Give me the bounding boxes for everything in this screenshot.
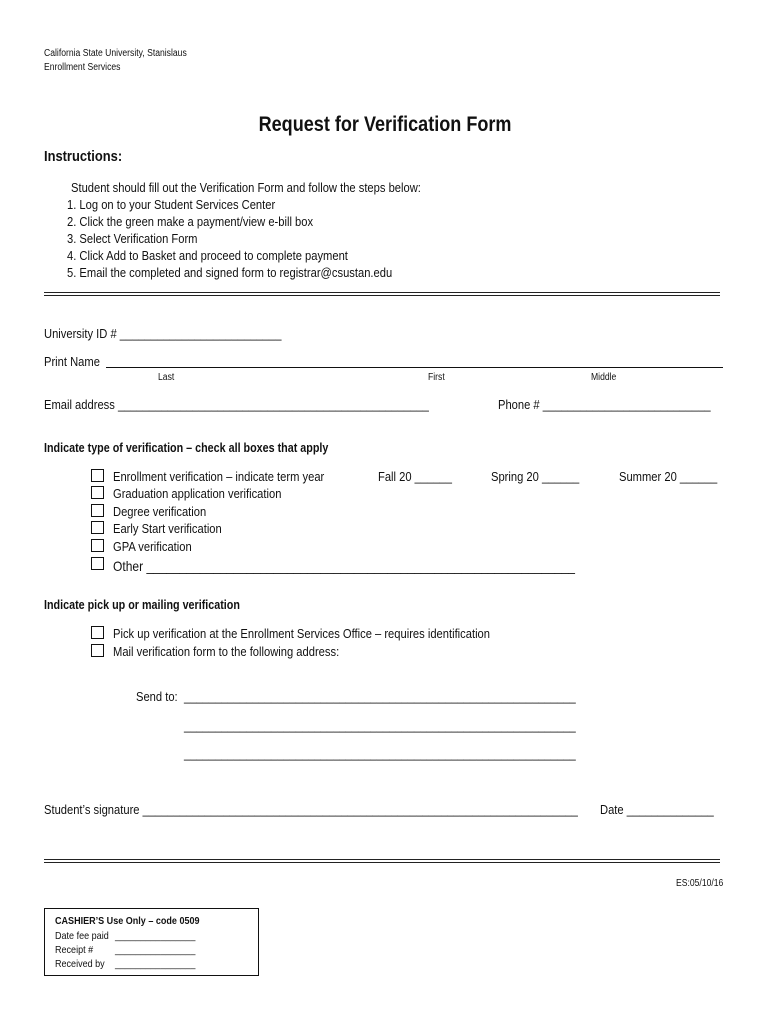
address-line-field[interactable]: _______________________________________________________________ (184, 718, 576, 733)
instruction-step: 2. Click the green make a payment/view e-bill box (67, 214, 314, 229)
address-line-field[interactable]: _______________________________________________________________ (184, 689, 576, 704)
enrollment-verification-checkbox[interactable] (91, 469, 104, 482)
instructions-heading: Instructions: (44, 148, 123, 165)
verification-type-heading: Indicate type of verification – check all boxes that apply (44, 441, 329, 455)
instruction-step: 3. Select Verification Form (67, 231, 198, 246)
signature-field[interactable]: Student’s signature ______________________________________________________________________ (44, 802, 578, 817)
receipt-number-field[interactable]: ________________ (115, 944, 196, 956)
cashier-label: Date fee paid (55, 930, 109, 942)
department-name: Enrollment Services (44, 62, 121, 73)
date-fee-paid-field[interactable]: ________________ (115, 930, 196, 942)
print-name-label: Print Name (44, 354, 100, 369)
summer-term-field[interactable]: Summer 20 ______ (619, 469, 718, 484)
university-id-field[interactable]: University ID # __________________________ (44, 326, 282, 341)
other-verification-checkbox[interactable] (91, 557, 104, 570)
phone-field[interactable]: Phone # ___________________________ (498, 397, 711, 412)
pickup-checkbox[interactable] (91, 626, 104, 639)
fall-term-field[interactable]: Fall 20 ______ (378, 469, 452, 484)
divider-line (44, 862, 720, 863)
email-field[interactable]: Email address __________________________________________________ (44, 397, 429, 412)
send-to-label: Send to: (136, 689, 178, 704)
instruction-step: 5. Email the completed and signed form to registrar@csustan.edu (67, 265, 393, 280)
option-label: Pick up verification at the Enrollment Services Office – requires identification (113, 626, 490, 641)
divider-line (44, 859, 720, 860)
cashier-label: Receipt # (55, 944, 94, 956)
page-title: Request for Verification Form (258, 113, 512, 136)
cashier-box (44, 908, 259, 976)
option-label: Graduation application verification (113, 486, 282, 501)
mail-checkbox[interactable] (91, 644, 104, 657)
print-name-field[interactable] (106, 367, 723, 368)
gpa-verification-checkbox[interactable] (91, 539, 104, 552)
pickup-heading: Indicate pick up or mailing verification (44, 598, 240, 612)
option-label: Enrollment verification – indicate term year (113, 469, 325, 484)
spring-term-field[interactable]: Spring 20 ______ (491, 469, 580, 484)
option-label: Early Start verification (113, 521, 222, 536)
instructions-intro: Student should fill out the Verification Form and follow the steps below: (71, 180, 421, 195)
option-label: GPA verification (113, 539, 192, 554)
divider-line (44, 292, 720, 293)
degree-verification-checkbox[interactable] (91, 504, 104, 517)
graduation-verification-checkbox[interactable] (91, 486, 104, 499)
option-label: Mail verification form to the following address: (113, 644, 340, 659)
instruction-step: 4. Click Add to Basket and proceed to complete payment (67, 248, 348, 263)
cashier-label: Received by (55, 958, 105, 970)
name-sub-last: Last (158, 372, 175, 383)
date-field[interactable]: Date ______________ (600, 802, 714, 817)
form-code: ES:05/10/16 (676, 878, 724, 889)
address-line-field[interactable]: _______________________________________________________________ (184, 746, 576, 761)
instruction-step: 1. Log on to your Student Services Center (67, 197, 276, 212)
name-sub-first: First (428, 372, 445, 383)
received-by-field[interactable]: ________________ (115, 958, 196, 970)
divider-line (44, 295, 720, 296)
cashier-title: CASHIER’S Use Only – code 0509 (55, 915, 200, 927)
early-start-verification-checkbox[interactable] (91, 521, 104, 534)
name-sub-middle: Middle (591, 372, 617, 383)
other-field[interactable]: Other ________________________________________________________________ (113, 558, 576, 574)
institution-name: California State University, Stanislaus (44, 48, 187, 59)
option-label: Degree verification (113, 504, 207, 519)
